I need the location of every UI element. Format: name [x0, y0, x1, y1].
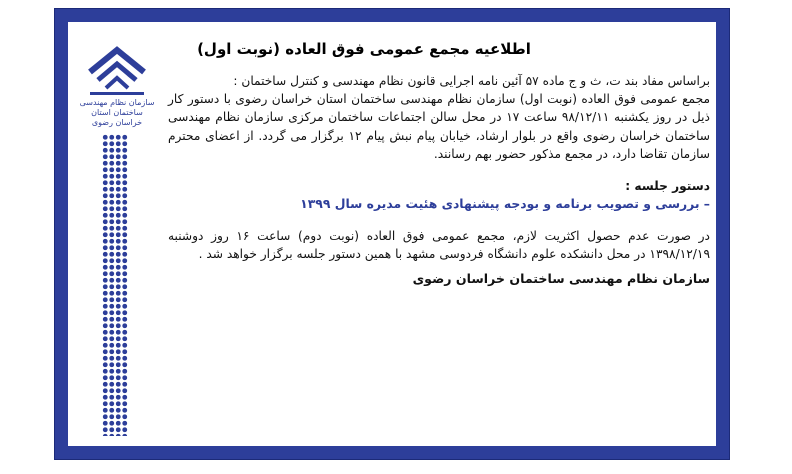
house-roof-logo-icon: [82, 42, 152, 98]
signature: سازمان نظام مهندسی ساختمان خراسان رضوی: [412, 271, 710, 287]
notice-content: [168, 40, 710, 286]
logo-column: [72, 40, 162, 440]
agenda-item: – بررسی و تصویب برنامه و بودجه پیشنهادی هئیت مدیره سال ۱۳۹۹: [300, 196, 710, 212]
notice-intro: براساس مفاد بند ت، ث و ج ماده ۵۷ آئین نامه اجرایی قانون نظام مهندسی و کنترل ساختمان :: [233, 74, 710, 88]
agenda-label: دستور جلسه :: [625, 179, 710, 194]
dot-pattern-strip: [102, 134, 128, 436]
second-round-notice: در صورت عدم حصول اکثریت لازم، مجمع عمومی فوق العاده (نوبت دوم) ساعت ۱۶ روز دوشنبه ۱۳۹۸/۱۲/۱۹ در محل دانشکده علوم دانشگاه فردوسی مشهد با همین دستور جلسه برگزار خواهد شد .: [168, 229, 710, 262]
notice-title: اطلاعیه مجمع عمومی فوق العاده (نوبت اول): [197, 40, 531, 58]
notice-body: مجمع عمومی فوق العاده (نوبت اول) سازمان نظام مهندسی ساختمان استان خراسان رضوی با دستور کار ذیل در روز یکشنبه ۹۸/۱۲/۱۱ ساعت ۱۷ در محل سالن اجتماعات ساختمان مرکزی سازمان نظام مهندسی ساختمان خراسان رضوی واقع در بلوار ارشاد، خیابان پیام نبش پیام ۱۲ برگزار می گردد. از اعضای محترم سازمان تقاضا دارد، در مجمع مذکور حضور بهم رسانند.: [168, 92, 710, 161]
logo-caption: سازمان نظام مهندسی ساختمان استان خراسان رضوی: [79, 98, 155, 127]
